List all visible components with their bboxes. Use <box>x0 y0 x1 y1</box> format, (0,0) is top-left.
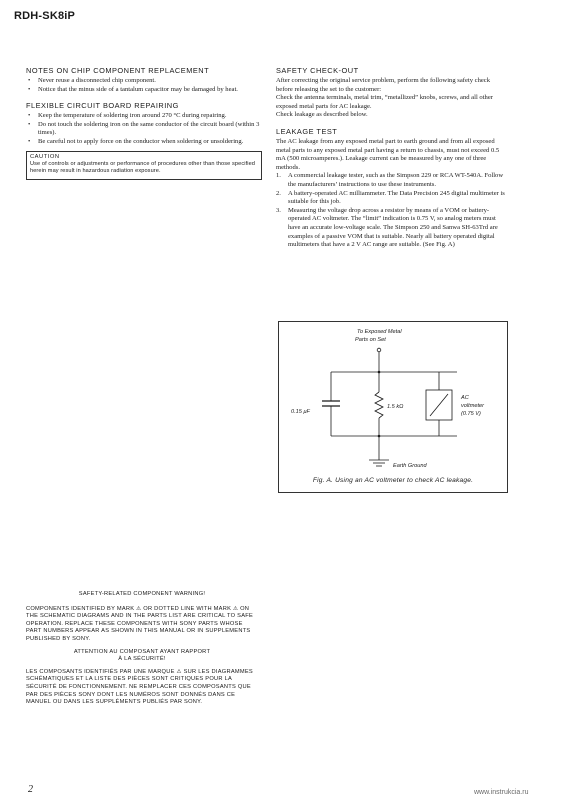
label-earth-ground: Earth Ground <box>393 463 427 469</box>
warning-french-text: LES COMPOSANTS IDENTIFIÉS PAR UNE MARQUE ⚠ SUR LES DIAGRAMMES SCHÉMATIQUES ET LA LISTE DES PIÈCES SONT CRITIQUES POUR LA SÉCURITÉ DE FONCTIONNEMENT. NE REMPLACER CES COMPOSANTS QUE PAR DES PIÈCES SONY DONT LES NUMÉROS SONT DONNÉS DANS CE MANUEL OU DANS LES SUPPLÉMENTS PUBLIÉS PAR SONY. <box>26 668 253 706</box>
step-text: Measuring the voltage drop across a resistor by means of a VOM or battery-operated AC voltmeter. The “limit” indication is 0.75 V, so analog meters must have an accurate low-voltage scale. The Simpson 250 and Sanwa SH-63Trd are examples of a passive VOM that is suitable. Nearly all battery operated digital multimeters that have a 2 V AC range are suitable. (See Fig. A) <box>288 206 498 249</box>
chip-list <box>26 77 262 94</box>
label-meter-ac: AC <box>461 395 469 401</box>
leakage-steps <box>276 172 508 249</box>
step-text: A battery-operated AC milliammeter. The Data Precision 245 digital multimeter is suitable for this job. <box>288 189 505 206</box>
safety-check-paragraph: After correcting the original service problem, perform the following safety check before releasing the set to the customer: <box>276 77 491 93</box>
label-parts-on-set: Parts on Set <box>355 337 386 343</box>
label-capacitor: 0.15 μF <box>291 409 310 415</box>
caution-title: CAUTION <box>30 153 60 160</box>
page-number: 2 <box>28 784 33 795</box>
safety-warning-block <box>26 591 258 707</box>
warning-english-text: COMPONENTS IDENTIFIED BY MARK ⚠ OR DOTTED LINE WITH MARK ⚠ ON THE SCHEMATIC DIAGRAMS AND IN THE PARTS LIST ARE CRITICAL TO SAFE OPERATION. REPLACE THESE COMPONENTS WITH SONY PARTS WHOSE PART NUMBERS APPEAR AS SHOWN IN THIS MANUAL OR IN SUPPLEMENTS PUBLISHED BY SONY. <box>26 605 254 642</box>
figure-a <box>278 321 508 493</box>
flexible-heading: FLEXIBLE CIRCUIT BOARD REPAIRING <box>26 101 179 111</box>
step-text: A commercial leakage tester, such as the Simpson 229 or RCA WT-540A. Follow the manufacturers’ instructions to use these instruments. <box>288 172 504 188</box>
leakage-heading: LEAKAGE TEST <box>276 126 338 136</box>
junction-dot <box>378 435 381 438</box>
meter-needle <box>430 394 448 416</box>
safety-check-heading: SAFETY CHECK-OUT <box>276 66 359 75</box>
list-item: • Never reuse a disconnected chip component. <box>26 77 262 86</box>
safety-check-paragraph: Check leakage as described below. <box>276 111 368 119</box>
list-item <box>276 190 508 207</box>
flexible-list <box>26 112 262 146</box>
right-column <box>276 66 508 250</box>
list-item: • Keep the temperature of soldering iron around 270 °C during repairing. <box>26 112 262 121</box>
figure-caption: Fig. A. Using an AC voltmeter to check AC leakage. <box>312 477 474 484</box>
list-item <box>276 207 508 250</box>
label-meter-range: (0.75 V) <box>461 411 481 417</box>
warning-french-title-line2: À LA SÉCURITÉ! <box>118 656 166 663</box>
probe-terminal <box>377 348 381 352</box>
list-item: • Be careful not to apply force on the conductor when soldering or unsoldering. <box>26 138 262 147</box>
leakage-intro: The AC leakage from any exposed metal part to earth ground and from all exposed metal parts to any exposed metal part having a return to chassis, must not exceed 0.5 mA (500 microamperes.). Leakage current can be measured by any one of three methods. <box>276 137 500 171</box>
label-exposed-metal: To Exposed Metal <box>357 329 402 335</box>
label-resistor: 1.5 kΩ <box>387 404 404 410</box>
step-number: 3. <box>276 206 281 214</box>
step-number: 1. <box>276 172 281 180</box>
watermark: www.instrukcia.ru <box>474 789 529 796</box>
left-column <box>26 66 262 180</box>
caution-box <box>26 151 262 180</box>
chip-heading: NOTES ON CHIP COMPONENT REPLACEMENT <box>26 66 210 75</box>
list-item <box>276 172 508 189</box>
caution-text: Use of controls or adjustments or performance of procedures other than those specified herein may result in hazardous radiation exposure. <box>30 160 256 175</box>
warning-title: SAFETY-RELATED COMPONENT WARNING! <box>78 591 206 597</box>
list-item: • Do not touch the soldering iron on the same conductor of the circuit board (within 3 times). <box>26 121 262 138</box>
label-meter-voltmeter: voltmeter <box>461 403 485 409</box>
warning-french-title-line1: ATTENTION AU COMPOSANT AYANT RAPPORT <box>73 648 211 655</box>
safety-check-paragraph: Check the antenna terminals, metal trim, “metallized” knobs, screws, and all other exposed metal parts for AC leakage. <box>276 94 493 110</box>
junction-dot <box>378 371 381 374</box>
step-number: 2. <box>276 189 281 197</box>
resistor-zigzag <box>375 392 383 418</box>
leakage-circuit-diagram <box>279 322 507 492</box>
model-number: RDH-SK8iP <box>14 10 76 22</box>
list-item: • Notice that the minus side of a tantalum capacitor may be damaged by heat. <box>26 86 262 95</box>
